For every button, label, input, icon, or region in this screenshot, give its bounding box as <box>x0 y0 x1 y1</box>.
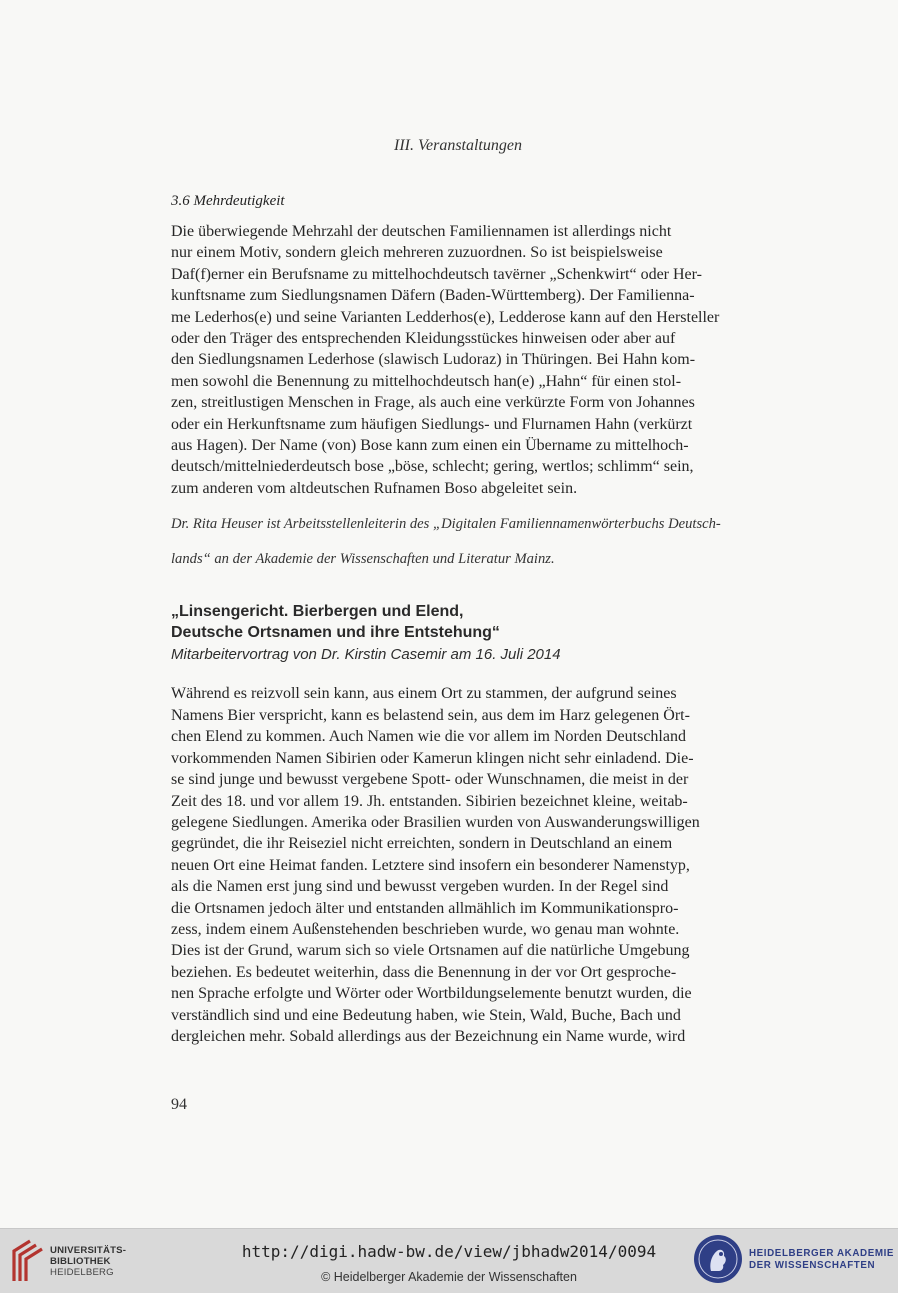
text-line: oder ein Herkunftsname zum häufigen Siedlungs- und Flurnamen Hahn (verkürzt <box>171 415 693 433</box>
text-line: Namens Bier verspricht, kann es belastend sein, aus dem im Harz gelegenen Ört- <box>171 706 690 724</box>
lecture-title-line: „Linsengericht. Bierbergen und Elend, <box>171 603 464 621</box>
text-line: me Lederhos(e) und seine Varianten Ledderhos(e), Ledderose kann auf den Hersteller <box>171 308 720 326</box>
lecture-paragraph <box>171 683 747 1047</box>
text-line: kunftsname zum Siedlungsnamen Däfern (Baden-Württemberg). Der Familienna- <box>171 287 695 305</box>
text-line: Dies ist der Grund, warum sich so viele Ortsnamen auf die natürliche Umgebung <box>171 942 690 960</box>
text-line: zen, streitlustigen Menschen in Frage, als auch eine verkürzte Form von Johannes <box>171 394 695 412</box>
text-line: deutsch/mittelniederdeutsch bose „böse, schlecht; gering, wertlos; schlimm“ sein, <box>171 458 694 476</box>
section-heading: 3.6 Mehrdeutigkeit <box>171 193 285 209</box>
running-head: III. Veranstaltungen <box>394 137 522 154</box>
text-line: zess, indem einem Außenstehenden beschrieben wurde, wo genau man wohnte. <box>171 920 680 938</box>
text-line: men sowohl die Benennung zu mittelhochdeutsch han(e) „Hahn“ für einen stol- <box>171 372 682 390</box>
library-line: BIBLIOTHEK <box>50 1256 111 1267</box>
text-line: aus Hagen). Der Name (von) Bose kann zum einen ein Übername zu mittelhoch- <box>171 437 689 455</box>
text-line: gegründet, die ihr Reiseziel nicht erreichten, sondern in Deutschland an einem <box>171 835 673 853</box>
academy-line: DER WISSENSCHAFTEN <box>749 1260 876 1271</box>
library-line: UNIVERSITÄTS- <box>50 1245 127 1256</box>
copyright-notice: © Heidelberger Akademie der Wissenschaften <box>321 1270 577 1284</box>
text-line: als die Namen erst jung sind und bewusst vergeben wurden. In der Regel sind <box>171 878 669 896</box>
text-line: gelegene Siedlungen. Amerika oder Brasilien wurden von Auswanderungswilligen <box>171 813 700 831</box>
text-line: die Ortsnamen jedoch älter und entstanden allmählich im Kommunikationspro- <box>171 899 679 917</box>
text-line: dergleichen mehr. Sobald allerdings aus der Bezeichnung ein Name wurde, wird <box>171 1027 686 1045</box>
author-note <box>171 514 747 571</box>
text-line: se sind junge und bewusst vergebene Spott- oder Wunschnamen, die meist in der <box>171 771 689 789</box>
section-paragraph <box>171 221 747 499</box>
text-line: zum anderen vom altdeutschen Rufnamen Boso abgeleitet sein. <box>171 479 578 497</box>
viewer-footer <box>0 1228 898 1293</box>
text-line: oder den Träger des entsprechenden Kleidungsstückes hinweisen oder aber auf <box>171 330 676 348</box>
page-number: 94 <box>171 1096 187 1113</box>
text-line: Während es reizvoll sein kann, aus einem Ort zu stammen, der aufgrund seines <box>171 685 677 703</box>
text-line: Daf(f)erner ein Berufsname zu mittelhochdeutsch tavërner „Schenkwirt“ oder Her- <box>171 265 702 283</box>
text-line: Zeit des 18. und vor allem 19. Jh. entstanden. Sibirien bezeichnet kleine, weitab- <box>171 792 688 810</box>
academy-line: HEIDELBERGER AKADEMIE <box>749 1248 895 1259</box>
text-line: den Siedlungsnamen Lederhose (slawisch Ludoraz) in Thüringen. Bei Hahn kom- <box>171 351 696 369</box>
lecture-title <box>171 602 747 643</box>
lecture-title-line: Deutsche Ortsnamen und ihre Entstehung“ <box>171 623 500 641</box>
text-line: chen Elend zu kommen. Auch Namen wie die vor allem im Norden Deutschland <box>171 728 686 746</box>
library-line: HEIDELBERG <box>50 1267 114 1278</box>
academy-seal-icon[interactable] <box>694 1235 742 1283</box>
lecture-subtitle: Mitarbeitervortrag von Dr. Kirstin Casemir am 16. Juli 2014 <box>171 646 561 664</box>
text-line: beziehen. Es bedeutet weiterhin, dass die Benennung in der vor Ort gesproche- <box>171 963 677 981</box>
text-line: lands“ an der Akademie der Wissenschaften und Literatur Mainz. <box>171 551 555 568</box>
permalink-url[interactable]: http://digi.hadw-bw.de/view/jbhadw2014/0094 <box>241 1242 657 1261</box>
academy-name[interactable] <box>749 1248 894 1272</box>
text-line: Dr. Rita Heuser ist Arbeitsstellenleiterin des „Digitalen Familiennamenwörterbuchs Deutsch- <box>171 515 721 532</box>
text-line: nur einem Motiv, sondern gleich mehreren zuzuordnen. So ist beispielsweise <box>171 244 663 262</box>
text-line: verständlich sind und eine Bedeutung haben, wie Stein, Wald, Buche, Bach und <box>171 1006 681 1024</box>
text-line: vorkommenden Namen Sibirien oder Kamerun klingen nicht sehr einladend. Die- <box>171 749 694 767</box>
page-content <box>171 192 747 1047</box>
text-line: neuen Ort eine Heimat fanden. Letztere sind insofern ein besonderer Namenstyp, <box>171 856 690 874</box>
text-line: Die überwiegende Mehrzahl der deutschen Familiennamen ist allerdings nicht <box>171 223 672 240</box>
text-line: nen Sprache erfolgte und Wörter oder Wortbildungselemente benutzt wurden, die <box>171 985 692 1003</box>
